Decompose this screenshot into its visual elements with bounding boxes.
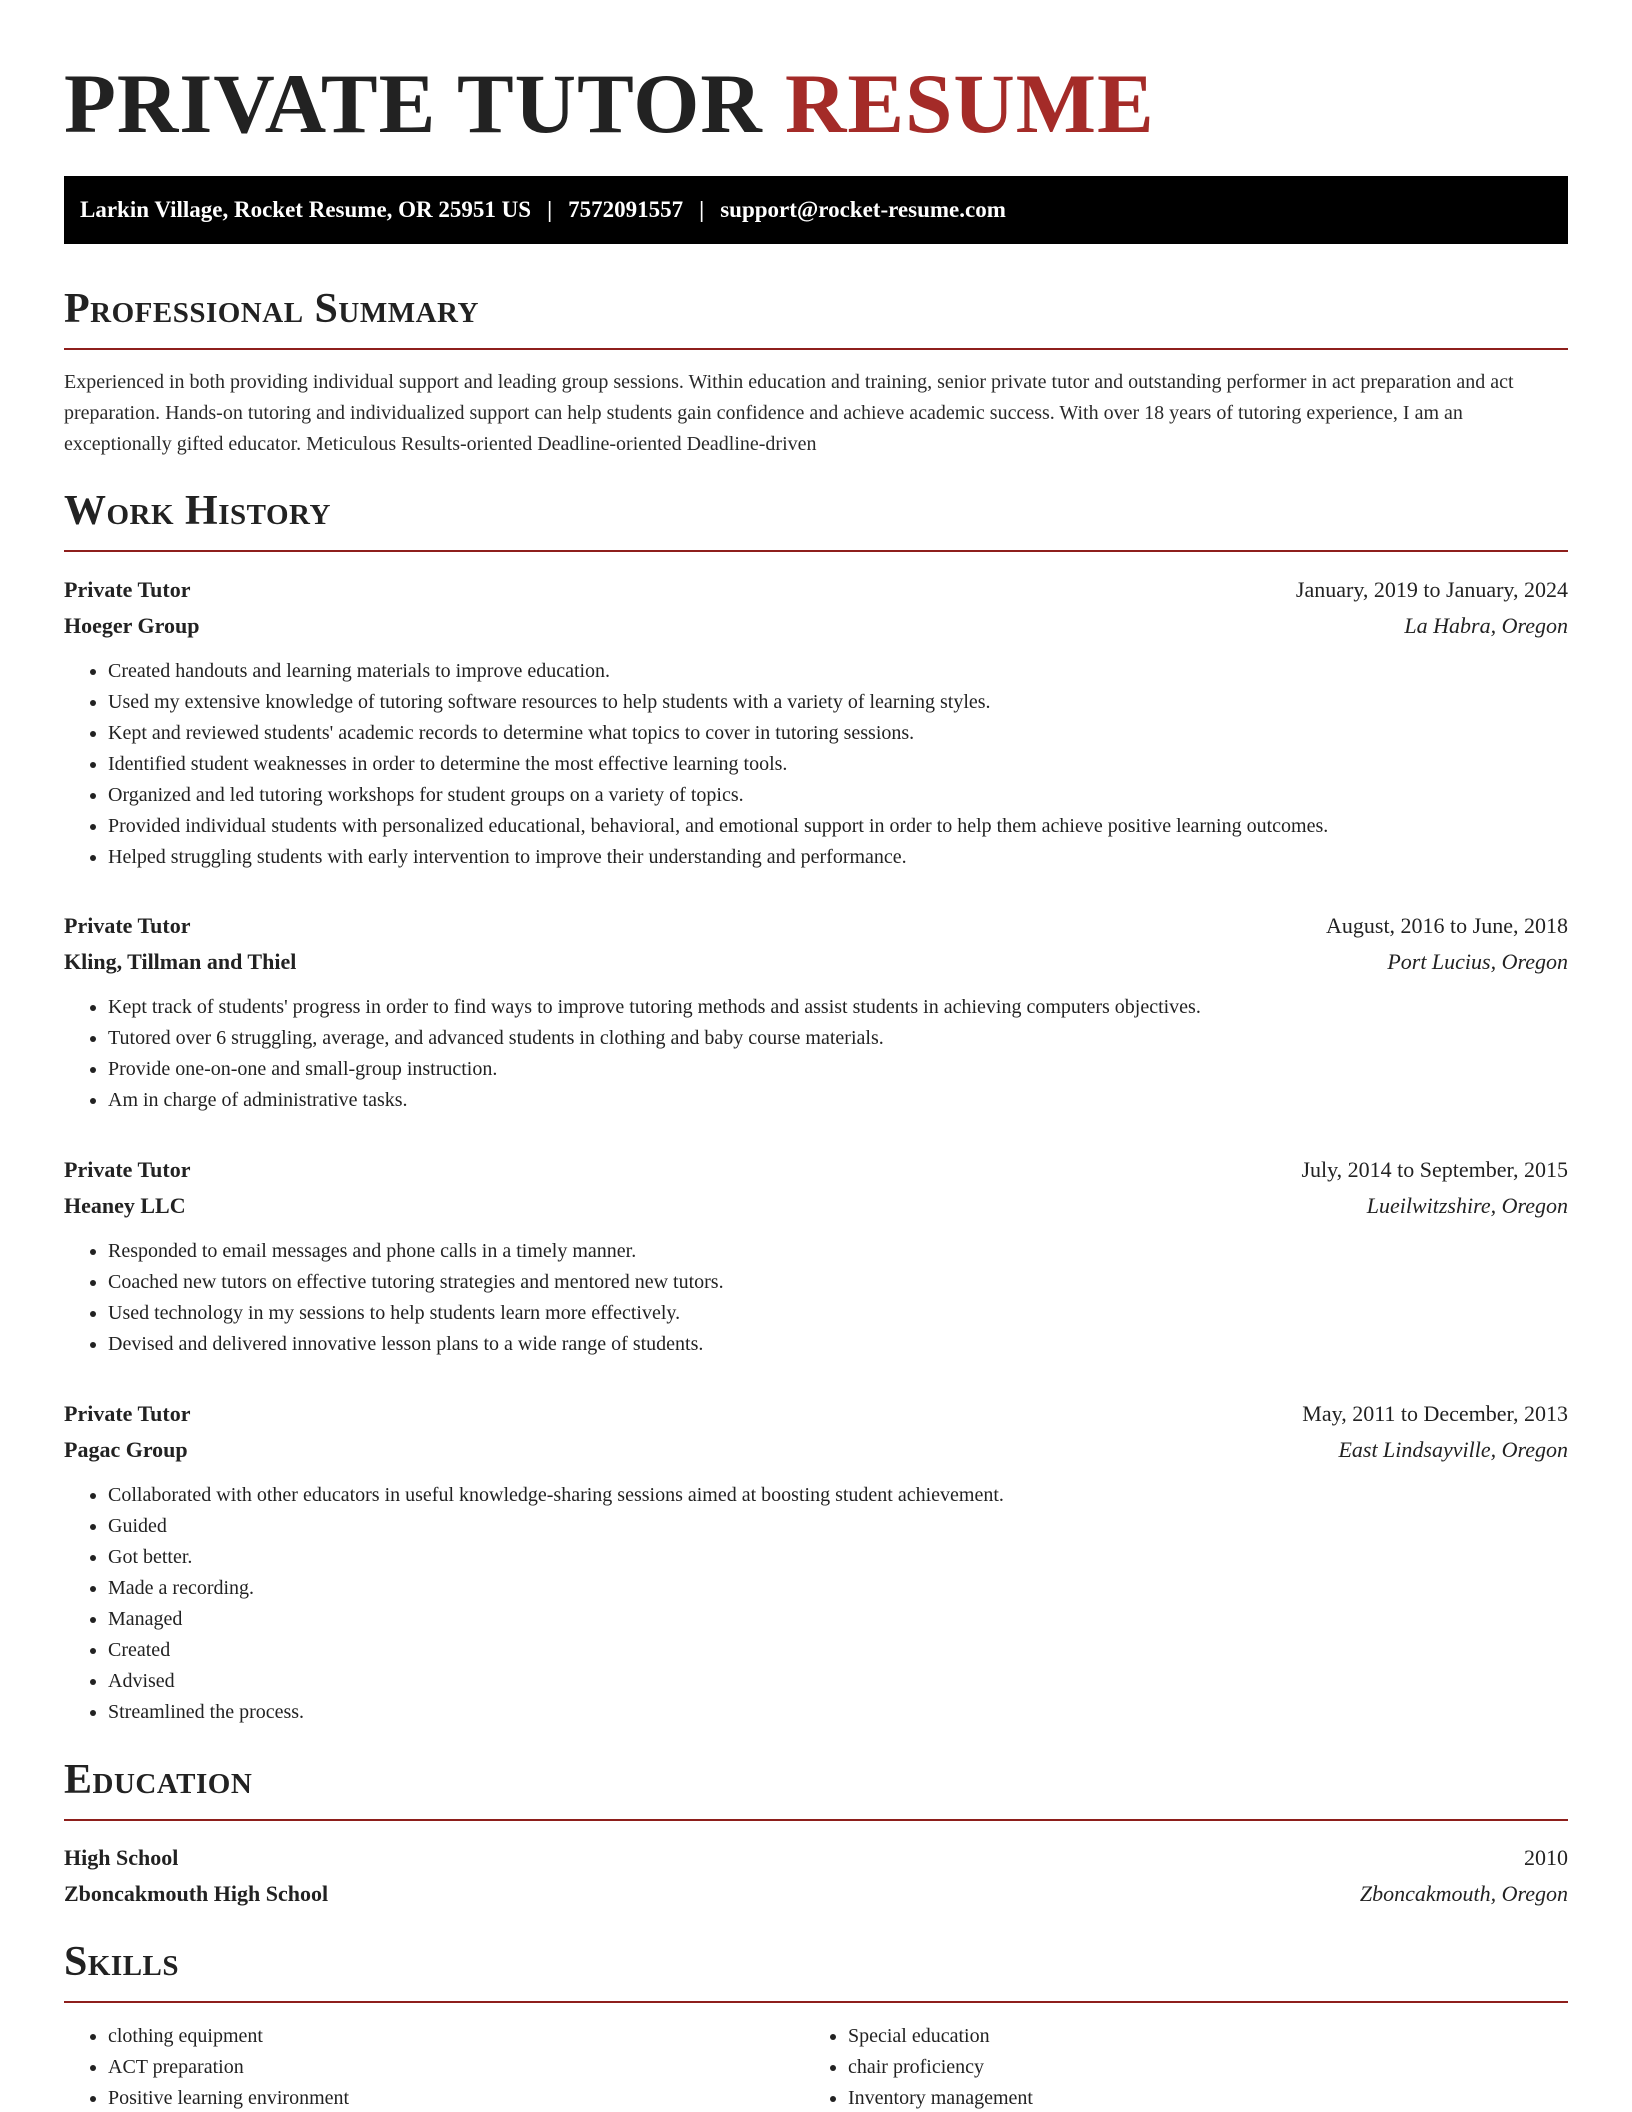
job-bullet: • Managed [108,1604,1568,1635]
skill-item: • chair proficiency [848,2052,1544,2083]
job-bullet: • Created [108,1635,1568,1666]
job-bullet: • Tutored over 6 struggling, average, and advanced students in clothing and baby course materials. [108,1023,1568,1054]
education-location: Zboncakmouth, Oregon [1359,1881,1568,1906]
title-main: PRIVATE TUTOR [64,57,763,151]
contact-separator: | [699,197,705,222]
skill-item: • ACT preparation [108,2052,804,2083]
job-bullet: • Devised and delivered innovative lesson plans to a wide range of students. [108,1329,1568,1360]
job-bullet: • Made a recording. [108,1573,1568,1604]
job-entry [64,1152,1568,1360]
job-dates: August, 2016 to June, 2018 [1326,913,1568,938]
job-role: Private Tutor [64,1401,191,1426]
education-entry [64,1840,1568,1912]
job-bullet: • Am in charge of administrative tasks. [108,1085,1568,1116]
title-accent: RESUME [784,57,1155,151]
job-entry [64,572,1568,873]
job-company-row [64,608,1568,644]
job-bullets [64,1236,1568,1360]
job-bullets [64,656,1568,873]
section-heading-education: Education [64,1755,1568,1821]
job-bullet: • Provided individual students with personalized educational, behavioral, and emotional support in order to help them achieve positive learning outcomes. [108,811,1568,842]
job-bullet: • Kept track of students' progress in order to find ways to improve tutoring methods and assist students in achieving computers objectives. [108,992,1568,1023]
job-bullets [64,1480,1568,1728]
job-bullet: • Responded to email messages and phone calls in a timely manner. [108,1236,1568,1267]
job-header-row [64,1152,1568,1188]
job-company: Kling, Tillman and Thiel [64,949,297,974]
job-location: Lueilwitzshire, Oregon [1366,1193,1568,1218]
job-bullet: • Provide one-on-one and small-group instruction. [108,1054,1568,1085]
education-header-row [64,1840,1568,1876]
job-location: Port Lucius, Oregon [1387,949,1568,974]
education-year: 2010 [1524,1845,1568,1870]
skills-list [64,2021,1568,2112]
job-entry [64,1396,1568,1728]
section-heading-work-history: Work History [64,486,1568,552]
job-bullet: • Used my extensive knowledge of tutoring software resources to help students with a variety of learning styles. [108,687,1568,718]
skills-column-right [804,2021,1544,2112]
skill-item: • Positive learning environment [108,2083,804,2112]
job-company-row [64,1188,1568,1224]
job-header-row [64,1396,1568,1432]
job-bullet: • Helped struggling students with early intervention to improve their understanding and performance. [108,842,1568,873]
education-school: Zboncakmouth High School [64,1881,329,1906]
summary-text: Experienced in both providing individual support and leading group sessions. Within education and training, senior private tutor and outstanding performer in act preparation and act preparation. Hands-on tutoring and individualized support can help students gain confidence and achieve academic success. With over 18 years of tutoring experience, I am an exceptionally gifted educator. Meticulous Results-oriented Deadline-oriented Deadline-driven [64,371,1514,455]
education-school-row [64,1876,1568,1912]
job-location: La Habra, Oregon [1404,613,1568,638]
job-bullet: • Organized and led tutoring workshops for student groups on a variety of topics. [108,780,1568,811]
job-bullets [64,992,1568,1116]
job-header-row [64,572,1568,608]
skill-item: • Special education [848,2021,1544,2052]
skill-item: • clothing equipment [108,2021,804,2052]
job-dates: May, 2011 to December, 2013 [1302,1401,1568,1426]
job-dates: July, 2014 to September, 2015 [1301,1157,1568,1182]
job-company: Pagac Group [64,1437,188,1462]
job-dates: January, 2019 to January, 2024 [1295,577,1568,602]
education-degree: High School [64,1845,179,1870]
job-entry [64,908,1568,1116]
job-bullet: • Kept and reviewed students' academic records to determine what topics to cover in tutoring sessions. [108,718,1568,749]
job-bullet: • Got better. [108,1542,1568,1573]
job-company: Heaney LLC [64,1193,186,1218]
contact-address: Larkin Village, Rocket Resume, OR 25951 US [80,197,532,222]
skill-item: • Inventory management [848,2083,1544,2112]
job-location: East Lindsayville, Oregon [1338,1437,1568,1462]
job-bullet: • Guided [108,1511,1568,1542]
job-company: Hoeger Group [64,613,200,638]
job-role: Private Tutor [64,577,191,602]
contact-separator: | [547,197,553,222]
job-bullet: • Advised [108,1666,1568,1697]
job-bullet: • Created handouts and learning materials to improve education. [108,656,1568,687]
contact-bar [64,176,1568,244]
job-bullet: • Streamlined the process. [108,1697,1568,1728]
job-company-row [64,1432,1568,1468]
job-bullet: • Collaborated with other educators in useful knowledge-sharing sessions aimed at boosting student achievement. [108,1480,1568,1511]
contact-phone[interactable]: 7572091557 [568,197,684,222]
contact-email[interactable]: support@rocket-resume.com [720,197,1006,222]
job-bullet: • Coached new tutors on effective tutoring strategies and mentored new tutors. [108,1267,1568,1298]
job-bullet: • Used technology in my sessions to help students learn more effectively. [108,1298,1568,1329]
skills-column-left [64,2021,804,2112]
job-company-row [64,944,1568,980]
section-heading-skills: Skills [64,1937,1568,2003]
job-role: Private Tutor [64,913,191,938]
job-header-row [64,908,1568,944]
job-bullet: • Identified student weaknesses in order to determine the most effective learning tools. [108,749,1568,780]
section-heading-summary: Professional Summary [64,284,1568,350]
resume-title [64,56,1155,152]
job-role: Private Tutor [64,1157,191,1182]
